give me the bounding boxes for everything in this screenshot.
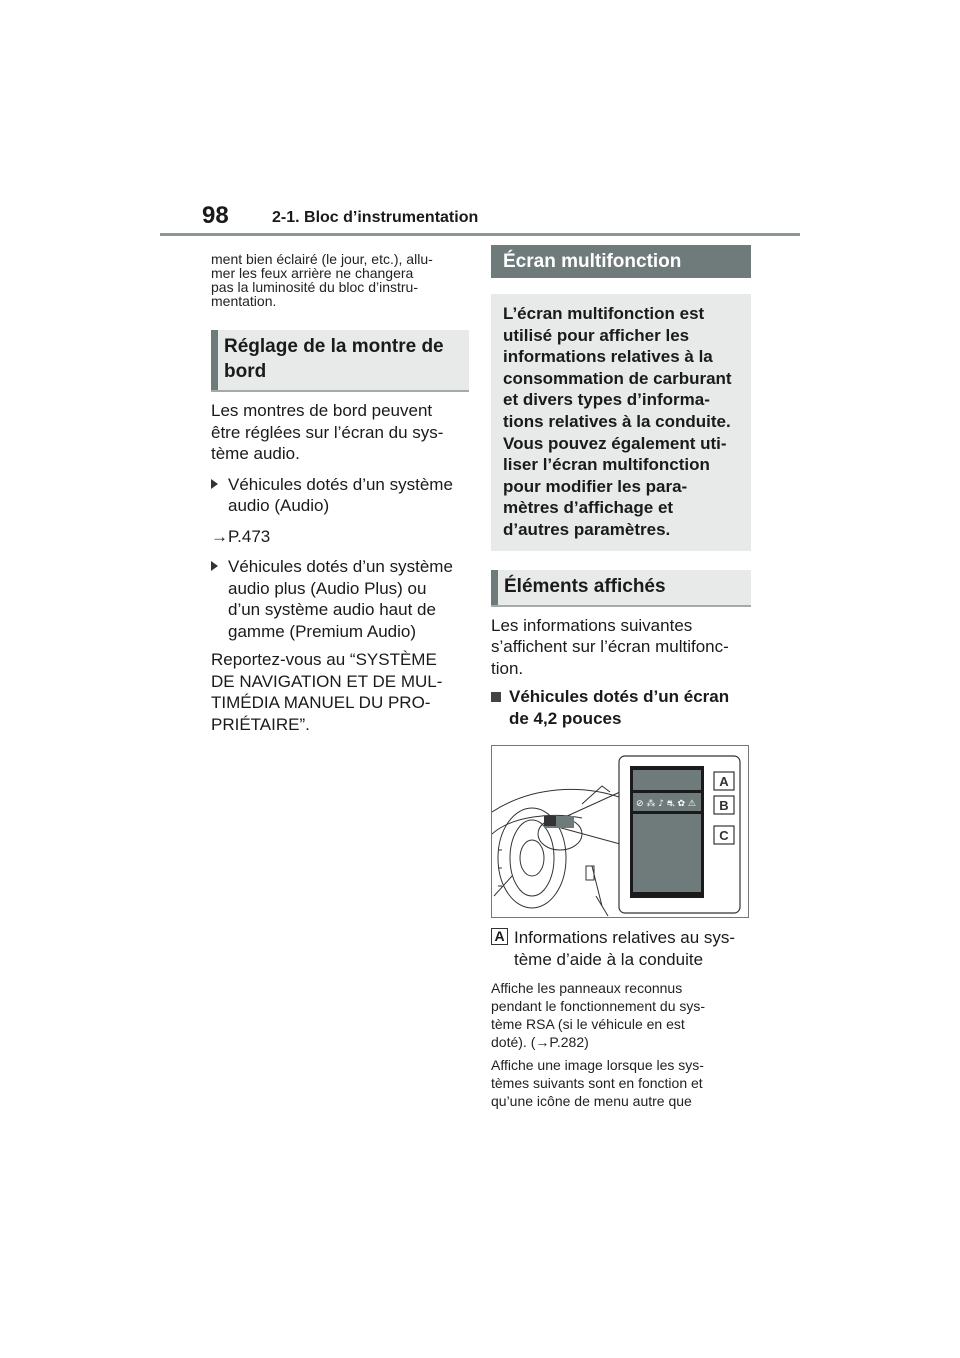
- text-line: doté). (→P.282): [491, 1034, 589, 1051]
- heading-line: Éléments affichés: [504, 575, 666, 597]
- text-line: Affiche les panneaux reconnus: [491, 980, 683, 997]
- text-line: liser l’écran multifonction: [503, 455, 710, 475]
- text-line: DE NAVIGATION ET DE MUL-: [211, 671, 443, 691]
- text-line: Les montres de bord peuvent: [211, 401, 433, 420]
- text-line: d’un système audio haut de: [228, 600, 436, 619]
- heading-line: Réglage de la montre de: [224, 336, 444, 357]
- page-number: 98: [202, 202, 229, 229]
- text-line: Reportez-vous au “SYSTÈME: [211, 650, 437, 669]
- text-line: tèmes suivants sont en fonction et: [491, 1075, 703, 1092]
- callout-b: B: [719, 798, 729, 814]
- header-rule: [160, 233, 800, 236]
- continuation-text: [211, 252, 469, 308]
- text-line: Les informations suivantes: [491, 615, 693, 635]
- square-bullet-icon: [491, 692, 501, 702]
- text-line: pendant le fonctionnement du sys-: [491, 998, 706, 1015]
- text-line: utilisé pour afficher les: [503, 325, 690, 345]
- heading-line: bord: [224, 361, 267, 382]
- multifunction-band: [491, 245, 751, 278]
- text-line: pour modifier les para-: [503, 476, 688, 496]
- page-reference[interactable]: →P.473: [211, 526, 271, 546]
- text-line: qu’une icône de menu autre que: [491, 1093, 692, 1110]
- text-line: Véhicules dotés d’un système: [228, 557, 453, 576]
- text-line: Vous pouvez également uti-: [503, 433, 727, 453]
- text-line: consommation de carburant: [503, 368, 732, 388]
- displayed-items-heading: [491, 570, 751, 607]
- text-line: L’écran multifonction est: [503, 304, 705, 323]
- text-line: audio plus (Audio Plus) ou: [228, 578, 427, 598]
- text-line: tème RSA (si le véhicule en est: [491, 1016, 685, 1033]
- text-line: ment bien éclairé (le jour, etc.), allu-: [211, 251, 433, 267]
- text-line: tème d’aide à la conduite: [514, 950, 704, 970]
- text-line: audio (Audio): [228, 496, 330, 515]
- text-line: mètres d’affichage et: [503, 498, 674, 518]
- text-line: informations relatives à la: [503, 347, 713, 367]
- section-title: 2-1. Bloc d’instrumentation: [272, 209, 479, 226]
- band-title: Écran multifonction: [503, 251, 682, 272]
- text-line: de 4,2 pouces: [509, 708, 622, 728]
- display-icon-row: ⊘ ⁂ ♪ ⛐ ✿ ⚠: [636, 799, 696, 810]
- text-line: Informations relatives au sys-: [514, 928, 736, 948]
- text-line: être réglées sur l’écran du sys-: [211, 422, 444, 442]
- left-column: [211, 252, 469, 735]
- text-line: tions relatives à la conduite.: [503, 411, 731, 431]
- clock-heading: [211, 330, 469, 392]
- triangle-bullet-icon: [211, 561, 218, 571]
- text-line: mer les feux arrière ne changera: [211, 265, 414, 281]
- right-column: [491, 245, 751, 1110]
- text-line: PRIÉTAIRE”.: [211, 714, 310, 734]
- bullet-audio: [211, 474, 469, 517]
- displayed-items-intro: [491, 615, 751, 680]
- bullet-42-inch: [491, 686, 751, 729]
- multifunction-intro-box: [491, 294, 751, 551]
- item-a-title: [491, 927, 751, 971]
- clock-intro: [211, 400, 469, 465]
- text-line: et divers types d’informa-: [503, 390, 710, 410]
- text-line: mentation.: [211, 293, 277, 309]
- page-header: [160, 198, 800, 238]
- callout-c: C: [719, 828, 729, 844]
- text-line: Affiche une image lorsque les sys-: [491, 1057, 704, 1074]
- text-line: Véhicules dotés d’un écran: [509, 687, 730, 707]
- callout-a: A: [719, 774, 729, 790]
- text-line: pas la luminosité du bloc d’instru-: [211, 279, 418, 295]
- dashboard-illustration: [492, 746, 748, 917]
- text-line: d’autres paramètres.: [503, 519, 671, 539]
- dashboard-figure: [491, 745, 749, 918]
- text-line: s’affichent sur l’écran multifonc-: [491, 637, 729, 657]
- item-a-description-2: [491, 1056, 751, 1110]
- text-line: tion.: [491, 658, 524, 678]
- callout-a-label: A: [491, 928, 508, 945]
- item-a-description-1: [491, 979, 751, 1051]
- navigation-note: [211, 649, 469, 735]
- text-line: gamme (Premium Audio): [228, 621, 417, 641]
- text-line: Véhicules dotés d’un système: [228, 474, 453, 494]
- text-line: tème audio.: [211, 444, 300, 463]
- triangle-bullet-icon: [211, 479, 218, 489]
- text-line: TIMÉDIA MANUEL DU PRO-: [211, 693, 431, 712]
- bullet-audio-plus: [211, 556, 469, 642]
